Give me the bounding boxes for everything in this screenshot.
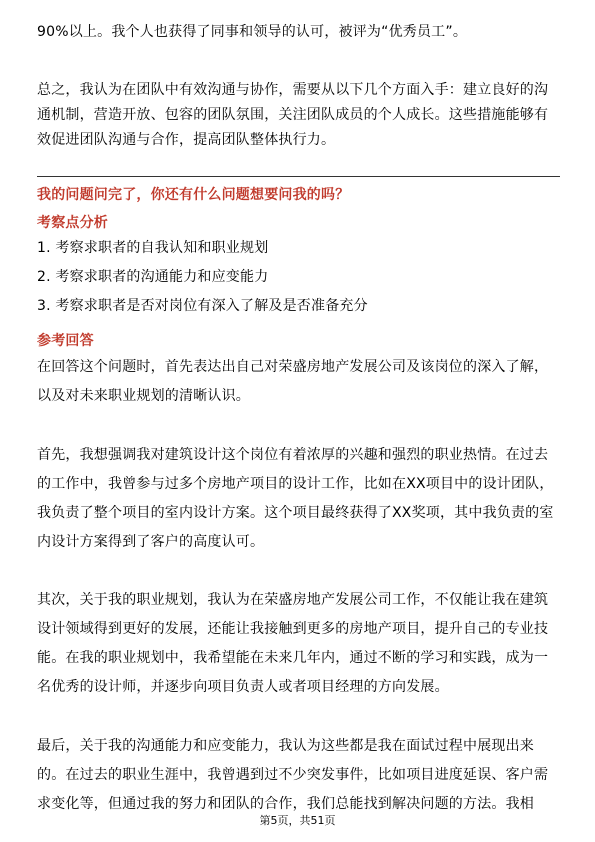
paragraph-line: 设计领域得到更好的发展，还能让我接触到更多的房地产项目，提升自己的专业技: [37, 621, 549, 637]
paragraph-first: [37, 441, 560, 557]
paragraph-line: 其次，关于我的职业规划，我认为在荣盛房地产发展公司工作，不仅能让我在建筑: [37, 592, 549, 608]
question-heading: 我的问题问完了，你还有什么问题想要问我的吗？: [37, 187, 350, 203]
section-divider: [37, 176, 560, 177]
page-number-footer: 第5页，共51页: [259, 814, 336, 827]
answer-heading: 参考回答: [37, 333, 94, 349]
analysis-list: [37, 236, 560, 319]
summary-paragraph: [37, 78, 560, 153]
paragraph-line: 我负责了整个项目的室内设计方案。这个项目最终获得了XX奖项，其中我负责的室: [37, 505, 554, 521]
analysis-item: 1. 考察求职者的自我认知和职业规划: [37, 240, 269, 256]
answer-intro-line: 在回答这个问题时，首先表达出自己对荣盛房地产发展公司及该岗位的深入了解，: [37, 359, 549, 375]
paragraph-line: 的工作中，我曾参与过多个房地产项目的设计工作，比如在XX项目中的设计团队，: [37, 476, 554, 492]
analysis-heading: 考察点分析: [37, 215, 108, 231]
analysis-item: 2. 考察求职者的沟通能力和应变能力: [37, 269, 269, 285]
summary-line: 总之，我认为在团队中有效沟通与协作，需要从以下几个方面入手：建立良好的沟: [37, 82, 549, 98]
paragraph-line: 首先，我想强调我对建筑设计这个岗位有着浓厚的兴趣和强烈的职业热情。在过去: [37, 447, 549, 463]
paragraph-line: 求变化等，但通过我的努力和团队的合作，我们总能找到解决问题的方法。我相: [37, 796, 534, 812]
analysis-item: 3. 考察求职者是否对岗位有深入了解及是否准备充分: [37, 298, 368, 314]
paragraph-line: 最后，关于我的沟通能力和应变能力，我认为这些都是我在面试过程中展现出来: [37, 738, 534, 754]
summary-line: 通机制，营造开放、包容的团队氛围，关注团队成员的个人成长。这些措施能够有: [37, 107, 549, 123]
paragraph-line: 名优秀的设计师，并逐步向项目负责人或者项目经理的方向发展。: [37, 679, 449, 695]
paragraph-line: 的。在过去的职业生涯中，我曾遇到过不少突发事件，比如项目进度延误、客户需: [37, 767, 549, 783]
intro-paragraph: [37, 20, 560, 45]
paragraph-third: [37, 732, 560, 819]
intro-line: 90%以上。我个人也获得了同事和领导的认可，被评为“优秀员工”。: [37, 24, 468, 40]
answer-intro-paragraph: [37, 355, 560, 409]
paragraph-line: 内设计方案得到了客户的高度认可。: [37, 534, 265, 550]
paragraph-second: [37, 586, 560, 702]
summary-line: 效促进团队沟通与合作，提高团队整体执行力。: [37, 132, 336, 148]
answer-intro-line: 以及对未来职业规划的清晰认识。: [37, 388, 250, 404]
paragraph-line: 能。在我的职业规划中，我希望能在未来几年内，通过不断的学习和实践，成为一: [37, 650, 549, 666]
